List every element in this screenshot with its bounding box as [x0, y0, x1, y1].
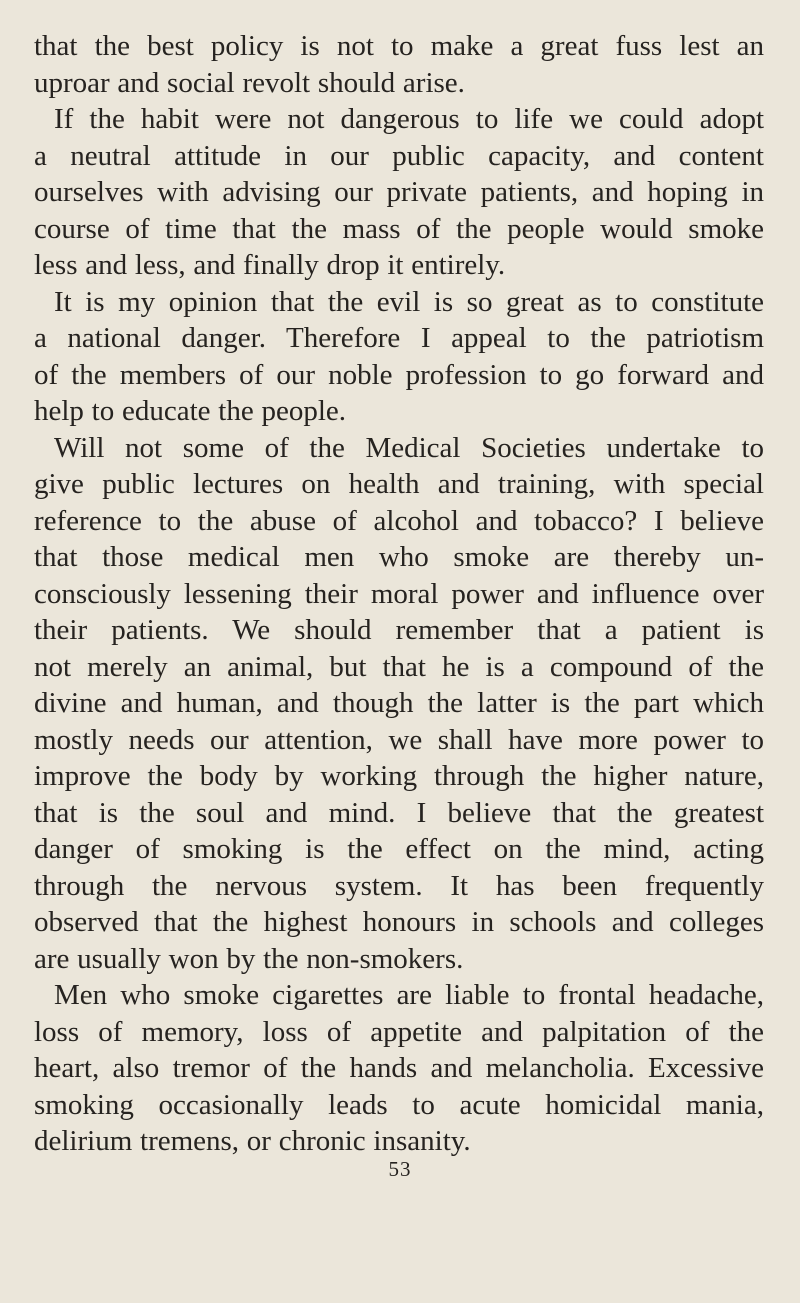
text-line: not merely an animal, but that he is a compound of the: [34, 650, 764, 683]
text-line: give public lectures on health and training, with special: [34, 468, 764, 500]
text-line: observed that the highest honours in schools and colleges: [34, 906, 764, 938]
text-line: less and less, and finally drop it entirely.: [34, 249, 506, 281]
text-line: that is the soul and mind. I believe that the greatest: [34, 796, 764, 829]
text-line: divine and human, and though the latter is the part which: [34, 687, 764, 719]
text-line: Men who smoke cigarettes are liable to frontal headache,: [54, 979, 764, 1011]
text-line: reference to the abuse of alcohol and tobacco? I believe: [34, 504, 764, 537]
text-line: smoking occasionally leads to acute homicidal mania,: [34, 1088, 764, 1121]
text-line: If the habit were not dangerous to life we could adopt: [54, 103, 764, 135]
text-line: that the best policy is not to make a great fuss lest an: [34, 30, 764, 62]
page-number: 53: [388, 1157, 412, 1181]
text-line: uproar and social revolt should arise.: [34, 66, 465, 99]
body-text: [34, 28, 764, 1160]
text-line: of the members of our noble profession to go forward and: [34, 358, 764, 391]
text-line: mostly needs our attention, we shall have more power to: [34, 723, 764, 756]
text-line: through the nervous system. It has been frequently: [34, 869, 764, 902]
text-line: ourselves with advising our private patients, and hoping in: [34, 176, 764, 208]
text-line: consciously lessening their moral power and influence over: [34, 577, 764, 610]
text-line: that those medical men who smoke are thereby un-: [34, 541, 764, 573]
text-line: help to educate the people.: [34, 395, 347, 427]
text-line: course of time that the mass of the people would smoke: [34, 212, 764, 245]
text-line: their patients. We should remember that a patient is: [34, 614, 764, 646]
text-line: a national danger. Therefore I appeal to the patriotism: [34, 322, 764, 354]
text-line: It is my opinion that the evil is so great as to constitute: [54, 285, 764, 318]
text-line: loss of memory, loss of appetite and palpitation of the: [34, 1015, 764, 1048]
text-line: delirium tremens, or chronic insanity.: [34, 1125, 471, 1157]
text-line: Will not some of the Medical Societies undertake to: [54, 431, 764, 464]
text-line: heart, also tremor of the hands and melancholia. Excessive: [34, 1052, 764, 1084]
text-line: a neutral attitude in our public capacity, and content: [34, 139, 764, 172]
text-line: improve the body by working through the higher nature,: [34, 760, 764, 792]
text-line: are usually won by the non-smokers.: [34, 942, 464, 975]
text-line: danger of smoking is the effect on the mind, acting: [34, 833, 764, 865]
